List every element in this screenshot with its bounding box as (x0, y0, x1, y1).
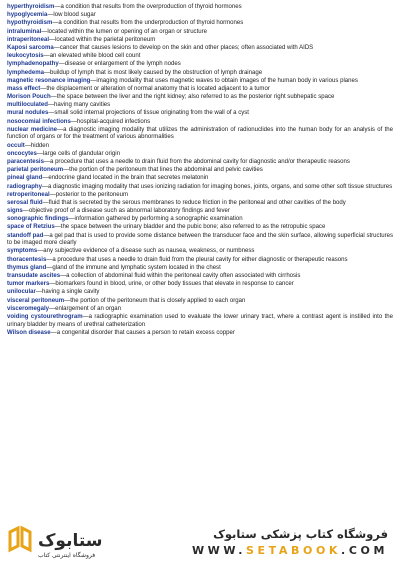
glossary-term: hypoglycemia (7, 12, 48, 19)
glossary-definition: —fluid that is secreted by the serous membranes to reduce friction in the peritoneal and other cavities of the body (42, 199, 346, 206)
glossary-term: sonographic findings (7, 216, 69, 223)
glossary-term: thymus gland (7, 264, 47, 271)
glossary-definition: —disease or enlargement of the lymph nodes (58, 61, 181, 68)
publisher-footer (0, 521, 400, 565)
glossary-entry (7, 216, 393, 224)
glossary-entry (7, 167, 393, 175)
glossary-term: hyperthyroidism (7, 4, 55, 10)
glossary-entry (7, 20, 393, 28)
glossary-definition: —a procedure that uses a needle to drain fluid from the pleural cavity for either diagnostic or therapeutic reasons (46, 256, 348, 263)
glossary-term: serosal fluid (7, 199, 43, 206)
glossary-entry (7, 102, 393, 110)
glossary-entry (7, 224, 393, 232)
glossary-definition: —a gel pad that is used to provide some distance between the transducer face and the skin surface, allowing superficial structures to be imaged more clearly (7, 232, 394, 247)
glossary-entry (7, 257, 393, 265)
glossary-term: voiding cystourethrogram (7, 313, 83, 320)
glossary-definition: —small solid internal projections of tissue originating from the wall of a cyst (48, 110, 249, 117)
glossary-term: magnetic resonance imaging (7, 77, 91, 84)
glossary-term: paracentesis (7, 158, 44, 165)
glossary-term: unilocular (7, 289, 36, 296)
logo-tagline: فروشگاه اینترنتی کتاب (38, 552, 96, 559)
glossary-definition: —the space between the liver and the right kidney; also referred to as the posterior right subhepatic space (50, 94, 335, 101)
glossary-entry (7, 289, 393, 297)
url-brand: SETABOOK (246, 544, 342, 557)
glossary-entry (7, 110, 393, 118)
glossary-term: visceral peritoneum (7, 297, 65, 304)
glossary-definition: —located within the parietal peritoneum (49, 36, 156, 43)
glossary-definition: —cancer that causes lesions to develop on the skin and other places; often associated with AIDS (53, 44, 314, 51)
glossary-term: tumor markers (7, 281, 50, 288)
glossary-entry (7, 208, 393, 216)
glossary-definition: —a diagnostic imaging modality that uses ionizing radiation for imaging bones, joints, organs, and some other soft tissue structures (41, 183, 393, 190)
glossary-definition: —an elevated white blood cell count (43, 53, 141, 60)
glossary-term: standoff pad (7, 232, 44, 239)
glossary-term: pineal gland (7, 175, 43, 182)
glossary-entry (7, 78, 393, 86)
glossary-definition: —having many cavities (48, 102, 111, 109)
glossary-entry (7, 306, 393, 314)
glossary-definition: —objective proof of a disease such as abnormal laboratory findings and fever (22, 208, 230, 215)
glossary-entry (7, 143, 393, 151)
glossary-entry (7, 53, 393, 61)
glossary-definition: —low blood sugar (47, 12, 96, 19)
glossary-entry (7, 159, 393, 167)
glossary-term: signs (7, 208, 23, 215)
glossary-entry (7, 127, 393, 142)
glossary-definition: —any subjective evidence of a disease such as nausea, weakness, or numbness (37, 248, 255, 255)
glossary-definition: —biomarkers found in blood, urine, or other body tissues that elevate in response to cancer (49, 281, 294, 288)
glossary-entry (7, 12, 393, 20)
glossary-definition: —buildup of lymph that is most likely caused by the obstruction of lymph drainage (43, 69, 263, 76)
glossary-entry (7, 200, 393, 208)
glossary-entry (7, 86, 393, 94)
glossary-term: Morison Pouch (7, 94, 51, 101)
glossary-definition: —a radiographic examination used to evaluate the lower urinary tract, where a contrast agent is instilled into the urinary bladder by means of urethral catheterization (7, 313, 393, 328)
glossary-definition: —a condition that results from the underproduction of thyroid hormones (52, 20, 244, 27)
glossary-definition: —a diagnostic imaging modality that utilizes the administration of radionuclides into the human body for an analysis of the function of organs or for the treatment of various abnormalities (7, 126, 393, 141)
glossary-entry (7, 37, 393, 45)
glossary-term: leukocytosis (7, 53, 44, 60)
glossary-term: nosocomial infections (7, 118, 71, 125)
glossary-term: Wilson disease (7, 329, 51, 336)
glossary-definition: —hidden (24, 142, 50, 149)
glossary-entry (7, 314, 393, 329)
glossary-entry (7, 29, 393, 37)
glossary-definition: —posterior to the peritoneum (49, 191, 129, 198)
glossary-entry (7, 248, 393, 256)
glossary-list (7, 4, 393, 338)
glossary-entry (7, 281, 393, 289)
glossary-entry (7, 61, 393, 69)
glossary-term: lymphadenopathy (7, 61, 59, 68)
glossary-definition: —the portion of the peritoneum that lines the abdominal and pelvic cavities (63, 167, 263, 174)
setabook-logo-icon (4, 524, 124, 562)
glossary-entry (7, 265, 393, 273)
glossary-entry (7, 4, 393, 12)
glossary-term: hypothyroidism (7, 20, 53, 27)
glossary-term: lymphedema (7, 69, 44, 76)
store-url[interactable] (192, 544, 388, 557)
glossary-definition: —information gathered by performing a sonographic examination (68, 216, 243, 223)
url-prefix: WWW. (191, 544, 247, 557)
glossary-term: transudate ascites (7, 273, 61, 279)
glossary-entry (7, 45, 393, 53)
glossary-definition: —imaging modality that uses magnetic waves to obtain images of the human body in various planes (90, 77, 358, 84)
url-suffix: .COM (341, 544, 388, 557)
glossary-entry (7, 233, 393, 248)
glossary-definition: —the space between the urinary bladder and the pubic bone; also referred to as the retropubic space (54, 224, 326, 231)
glossary-term: space of Retzius (7, 224, 55, 231)
glossary-entry (7, 175, 393, 183)
glossary-definition: —enlargement of an organ (49, 305, 121, 312)
glossary-term: thoracentesis (7, 256, 47, 263)
glossary-term: Kaposi sarcoma (7, 44, 54, 51)
glossary-entry (7, 330, 393, 338)
glossary-entry (7, 119, 393, 127)
glossary-entry (7, 192, 393, 200)
glossary-term: radiography (7, 183, 42, 190)
glossary-definition: —gland of the immune and lymphatic system located in the chest (46, 264, 221, 271)
glossary-definition: —a collection of abdominal fluid within the peritoneal cavity often associated with cirrhosis (60, 273, 301, 279)
glossary-term: parietal peritoneum (7, 167, 64, 174)
glossary-term: mass effect (7, 85, 41, 92)
glossary-entry (7, 184, 393, 192)
store-name: فروشگاه کتاب پزشکی ستابوک (213, 527, 388, 541)
glossary-term: oncocytes (7, 150, 37, 157)
glossary-definition: —the portion of the peritoneum that is closely applied to each organ (64, 297, 246, 304)
glossary-entry (7, 70, 393, 78)
glossary-term: visceromegaly (7, 305, 50, 312)
glossary-term: intraluminal (7, 28, 42, 35)
glossary-term: intraperitoneal (7, 36, 50, 43)
glossary-term: retroperitoneal (7, 191, 50, 198)
glossary-definition: —endocrine gland located in the brain that secretes melatonin (42, 175, 209, 182)
glossary-term: nuclear medicine (7, 126, 58, 133)
glossary-definition: —having a single cavity (35, 289, 100, 296)
glossary-entry (7, 151, 393, 159)
glossary-definition: —large cells of glandular origin (36, 150, 120, 157)
glossary-definition: —a congenital disorder that causes a person to retain excess copper (50, 329, 235, 336)
glossary-term: multiloculated (7, 102, 48, 109)
glossary-entry (7, 298, 393, 306)
glossary-term: occult (7, 142, 25, 149)
glossary-entry (7, 94, 393, 102)
glossary-definition: —located within the lumen or opening of an organ or structure (41, 28, 207, 35)
glossary-definition: —the displacement or alteration of normal anatomy that is located adjacent to a tumor (40, 85, 270, 92)
setabook-logo (4, 524, 124, 562)
glossary-entry (7, 273, 393, 281)
glossary-definition: —a condition that results from the overproduction of thyroid hormones (54, 4, 242, 10)
glossary-term: symptoms (7, 248, 38, 255)
glossary-definition: —hospital-acquired infections (70, 118, 151, 125)
glossary-term: mural nodules (7, 110, 49, 117)
glossary-definition: —a procedure that uses a needle to drain fluid from the abdominal cavity for diagnostic and/or therapeutic reasons (43, 158, 350, 165)
logo-wordmark: ستابوک (38, 531, 103, 551)
